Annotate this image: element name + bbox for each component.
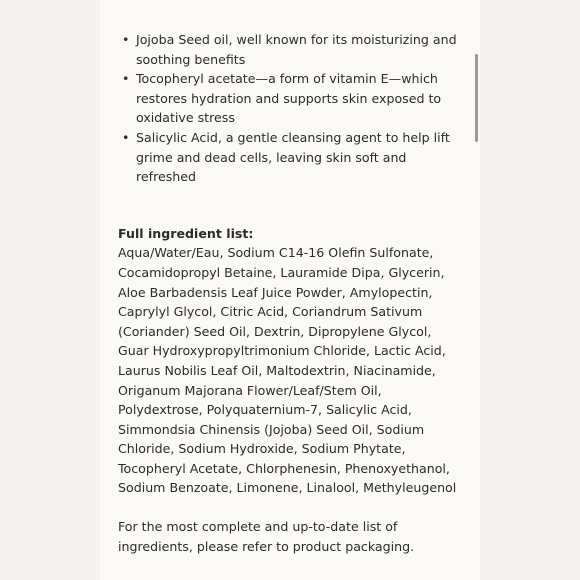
scrollbar-thumb[interactable] xyxy=(475,54,478,142)
product-details-panel xyxy=(100,0,480,580)
bullet-glyph: • xyxy=(122,71,130,87)
benefit-list-item xyxy=(118,30,462,69)
bullet-glyph: • xyxy=(122,32,130,47)
packaging-note: For the most complete and up-to-date list of ingredients, please refer to product packaging. xyxy=(118,519,415,554)
ingredients-list-text: Aqua/Water/Eau, Sodium C14-16 Olefin Sulfonate, Cocamidopropyl Betaine, Lauramide Dipa, Glycerin, Aloe Barbadensis Leaf Juice Powder, Amylopectin, Caprylyl Glycol, Citric Acid, Coriandrum Sativum (Coriander) Seed Oil, Dextrin, Dipropylene Glycol, Guar Hydroxypropyltrimonium Chloride, Lactic Acid, Laurus Nobilis Leaf Oil, Maltodextrin, Niacinamide, Origanum Majorana Flower/Leaf/Stem Oil, Polydextrose, Polyquaternium-7, Salicylic Acid, Simmondsia Chinensis (Jojoba) Seed Oil, Sodium Chloride, Sodium Hydroxide, Sodium Phytate, Tocopheryl Acetate, Chlorphenesin, Phenoxyethanol, Sodium Benzoate, Limonene, Linalool, Methyleugenol xyxy=(118,245,457,496)
section-spacer xyxy=(118,187,462,224)
benefit-list-item xyxy=(118,69,462,128)
bullet-glyph: • xyxy=(122,129,130,145)
benefit-text: Tocopheryl acetate—a form of vitamin E—which restores hydration and supports skin exposed to oxidative stress xyxy=(136,71,442,126)
section-spacer xyxy=(118,498,462,517)
ingredients-heading: Full ingredient list: xyxy=(118,225,254,241)
benefit-text: Jojoba Seed oil, well known for its moisturizing and soothing benefits xyxy=(136,32,457,67)
product-details-content xyxy=(118,30,462,556)
benefits-list xyxy=(118,30,462,187)
benefit-list-item xyxy=(118,128,462,187)
benefit-text: Salicylic Acid, a gentle cleansing agent to help lift grime and dead cells, leaving skin soft and refreshed xyxy=(136,129,450,185)
